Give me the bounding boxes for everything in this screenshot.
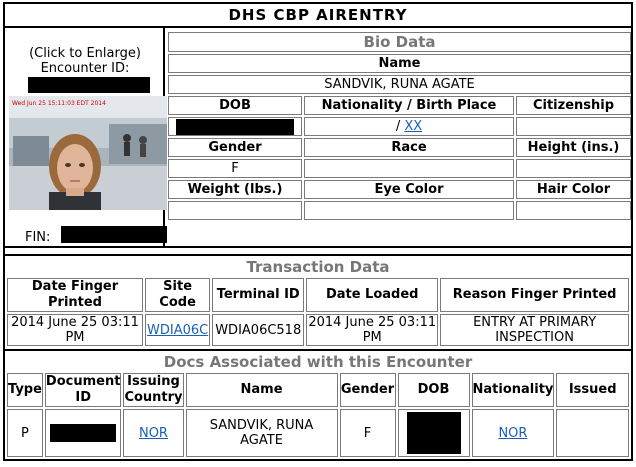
dob-label: DOB (168, 96, 302, 115)
docs-header-type: Type (7, 373, 43, 407)
gender-value: F (168, 159, 302, 178)
docs-table (5, 351, 631, 459)
doc-dob (398, 409, 470, 457)
name-value: SANDVIK, RUNA AGATE (168, 75, 631, 94)
doc-name: SANDVIK, RUNA AGATE (186, 409, 338, 457)
doc-issuing-country (123, 409, 183, 457)
docs-header-document-id: Document ID (45, 374, 121, 405)
transaction-table (5, 256, 631, 348)
height-label: Height (ins.) (516, 138, 631, 157)
doc-dob-redaction (407, 412, 461, 454)
encounter-id-redaction (28, 77, 150, 93)
docs-header-nationality: Nationality (472, 373, 555, 407)
enlarge-link[interactable]: (Click to Enlarge) (29, 46, 141, 61)
height-value (516, 159, 631, 178)
doc-id (45, 409, 122, 457)
site-code-link[interactable]: WDIA06C (147, 322, 209, 338)
doc-nationality (472, 409, 555, 457)
transaction-section-title: Transaction Data (246, 258, 390, 276)
docs-section-title: Docs Associated with this Encounter (163, 353, 473, 371)
eye-color-value (304, 201, 514, 220)
hair-color-value (516, 201, 631, 220)
tx-reason: ENTRY AT PRIMARY INSPECTION (440, 314, 629, 346)
citizenship-value (516, 117, 631, 136)
tx-header-terminal-id: Terminal ID (212, 278, 304, 312)
weight-value (168, 201, 302, 220)
tx-header-date-printed: Date Finger Printed (7, 278, 143, 312)
dob-value (168, 117, 302, 136)
tx-header-reason: Reason Finger Printed (440, 278, 629, 312)
traveler-photo-image (9, 96, 167, 210)
doc-gender: F (340, 409, 396, 457)
docs-header-issued: Issued (556, 373, 629, 407)
top-section (5, 28, 631, 248)
nationality-value (304, 117, 514, 136)
dob-redaction (176, 119, 294, 135)
encounter-id-label: Encounter ID: (40, 61, 130, 76)
hair-color-label: Hair Color (516, 180, 631, 199)
fin-label: FIN: (25, 230, 51, 245)
citizenship-label: Citizenship (516, 96, 631, 115)
tx-terminal-id: WDIA06C518 (212, 314, 304, 346)
gender-label: Gender (168, 138, 302, 157)
doc-issued (556, 409, 629, 457)
race-label: Race (304, 138, 514, 157)
tx-site-code (145, 314, 210, 346)
issuing-country-link[interactable]: NOR (138, 425, 168, 441)
bio-data-table (166, 30, 633, 222)
tx-date-printed: 2014 June 25 03:11 PM (7, 314, 143, 346)
race-value (304, 159, 514, 178)
airentry-record (3, 2, 633, 461)
nationality-prefix: / (395, 119, 405, 134)
doc-id-redaction (50, 424, 116, 442)
eye-color-label: Eye Color (304, 180, 514, 199)
nationality-label: Nationality / Birth Place (304, 96, 514, 115)
tx-header-site-code: Site Code (145, 278, 210, 312)
photo-panel (5, 28, 165, 246)
tx-date-loaded: 2014 June 25 03:11 PM (306, 314, 438, 346)
docs-header-gender: Gender (340, 373, 396, 407)
docs-header-issuing-country: Issuing Country (124, 374, 183, 405)
tx-header-date-loaded: Date Loaded (306, 278, 438, 312)
bio-data-panel (168, 30, 631, 222)
section-divider (5, 248, 631, 256)
docs-header-dob: DOB (398, 373, 470, 407)
photo-timestamp: Wed Jun 25 15:11:03 EDT 2014 (12, 100, 106, 107)
name-label: Name (168, 54, 631, 73)
doc-type: P (7, 409, 43, 457)
docs-header-name: Name (186, 373, 338, 407)
doc-nationality-link[interactable]: NOR (498, 425, 528, 441)
fin-redaction (61, 226, 167, 243)
page-title: DHS CBP AIRENTRY (5, 4, 631, 28)
traveler-photo[interactable] (9, 96, 167, 210)
bio-section-title: Bio Data (168, 32, 631, 52)
weight-label: Weight (lbs.) (168, 180, 302, 199)
nationality-link[interactable]: XX (404, 119, 423, 134)
